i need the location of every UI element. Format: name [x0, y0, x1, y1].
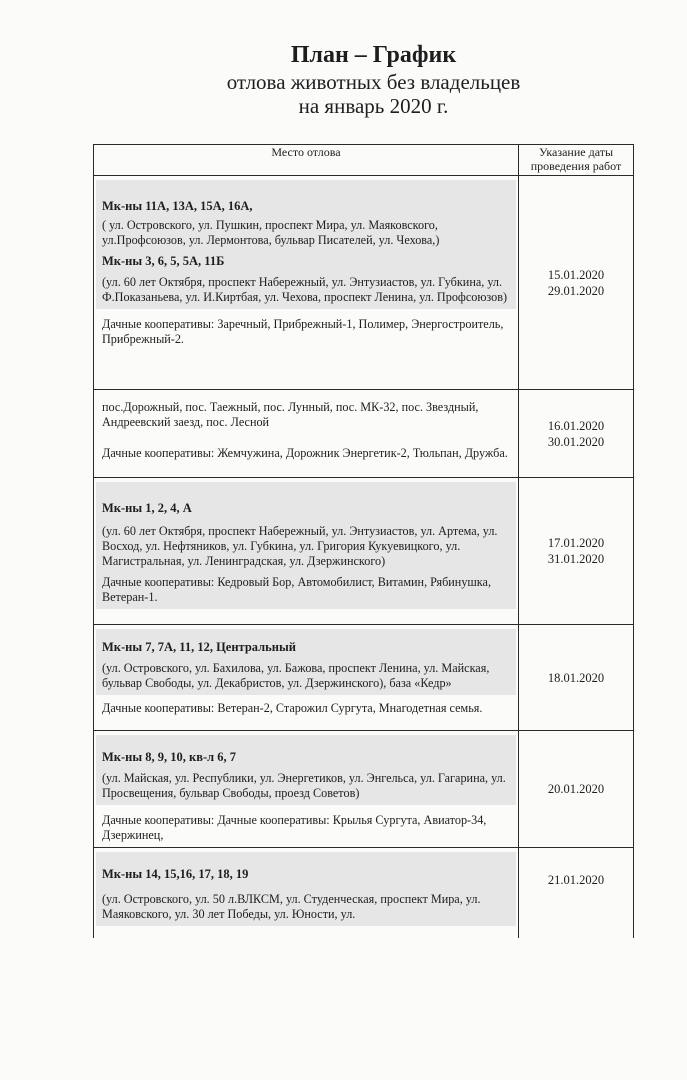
coops-text: Дачные кооперативы: Жемчужина, Дорожник Энергетик-2, Тюльпан, Дружба.	[102, 446, 508, 460]
coops-text: Дачные кооперативы: Ветеран-2, Старожил Сургута, Мнагодетная семья.	[102, 701, 483, 715]
date-value: 21.01.2020	[547, 873, 605, 887]
table-row	[94, 848, 634, 938]
district-title: Мк-ны 1, 2, 4, А	[102, 501, 192, 515]
table-header-row	[94, 145, 634, 176]
date-cell	[519, 478, 634, 625]
date-cell	[519, 390, 634, 478]
coops-text: Дачные кооперативы: Заречный, Прибрежный-1, Полимер, Энергостроитель, Прибрежный-2.	[102, 317, 504, 346]
place-cell	[94, 731, 519, 848]
table-row	[94, 176, 634, 390]
date-value: 30.01.2020	[547, 434, 605, 449]
date-value: 31.01.2020	[547, 552, 605, 566]
column-header-date: Указание даты проведения работ	[519, 145, 634, 176]
date-cell	[519, 625, 634, 731]
date-value: 16.01.2020	[547, 418, 605, 433]
district-title: Мк-ны 3, 6, 5, 5А, 11Б	[102, 254, 225, 268]
table-row	[94, 478, 634, 625]
document-subtitle: отлова животных без владельцев	[226, 70, 521, 94]
date-value: 17.01.2020	[547, 536, 605, 550]
date-value: 18.01.2020	[547, 670, 605, 685]
date-value: 29.01.2020	[547, 283, 605, 298]
place-cell	[94, 478, 519, 625]
streets-text: (ул. 60 лет Октября, проспект Набережный, ул. Энтузиастов, ул. Артема, ул. Восход, ул. Нефтяников, ул. Губкина, ул. Григория Кукуевицкого, ул. Магистральная, ул. Ленинградская, ул. Дзержинского)	[102, 524, 498, 568]
place-cell	[94, 176, 519, 390]
document-header	[0, 40, 687, 118]
streets-text: ( ул. Островского, ул. Пушкин, проспект Мира, ул. Маяковского, ул.Профсоюзов, ул. Лермонтова, бульвар Писателей, ул. Чехова,)	[102, 218, 440, 247]
date-value: 15.01.2020	[547, 267, 605, 282]
table-row	[94, 390, 634, 478]
district-block	[96, 482, 516, 609]
district-block	[96, 735, 516, 805]
district-block	[96, 852, 516, 926]
date-value: 20.01.2020	[547, 782, 605, 796]
date-cell	[519, 848, 634, 938]
streets-text: (ул. Островского, ул. 50 л.ВЛКСМ, ул. Студенческая, проспект Мира, ул. Маяковского, ул. 30 лет Победы, ул. Юности, ул.	[102, 892, 481, 921]
streets-text: (ул. 60 лет Октября, проспект Набережный, ул. Энтузиастов, ул. Губкина, ул. Ф.Показаньева, ул. И.Киртбая, ул. Чехова, проспект Ленина, ул. Профсоюзов)	[102, 275, 508, 304]
district-block	[96, 629, 516, 695]
district-title: Мк-ны 14, 15,16, 17, 18, 19	[102, 867, 249, 881]
date-cell	[519, 176, 634, 390]
district-title: Мк-ны 7, 7А, 11, 12, Центральный	[102, 640, 296, 654]
district-title: Мк-ны 8, 9, 10, кв-л 6, 7	[102, 750, 237, 764]
streets-text: (ул. Майская, ул. Республики, ул. Энергетиков, ул. Энгельса, ул. Гагарина, ул. Просвещения, бульвар Свободы, проезд Советов)	[102, 771, 506, 800]
place-cell	[94, 848, 519, 938]
document-title: План – График	[290, 42, 457, 68]
coops-text: Дачные кооперативы: Кедровый Бор, Автомобилист, Витамин, Рябинушка, Ветеран-1.	[102, 575, 492, 604]
settlements-text: пос.Дорожный, пос. Таежный, пос. Лунный, пос. МК-32, пос. Звездный, Андреевский заезд, пос. Лесной	[102, 400, 479, 429]
schedule-table	[93, 144, 634, 938]
document-period: на январь 2020 г.	[298, 94, 449, 118]
date-cell	[519, 731, 634, 848]
place-cell	[94, 390, 519, 478]
table-row	[94, 731, 634, 848]
table-row	[94, 625, 634, 731]
district-title: Мк-ны 11А, 13А, 15А, 16А,	[102, 199, 253, 213]
place-cell	[94, 625, 519, 731]
coops-text: Дачные кооперативы: Дачные кооперативы: Крылья Сургута, Авиатор-34, Дзержинец,	[102, 813, 487, 842]
streets-text: (ул. Островского, ул. Бахилова, ул. Бажова, проспект Ленина, ул. Майская, бульвар Свободы, ул. Декабристов, ул. Дзержинского), база «Кедр»	[102, 661, 490, 690]
district-block	[96, 180, 516, 309]
column-header-place: Место отлова	[94, 145, 519, 176]
